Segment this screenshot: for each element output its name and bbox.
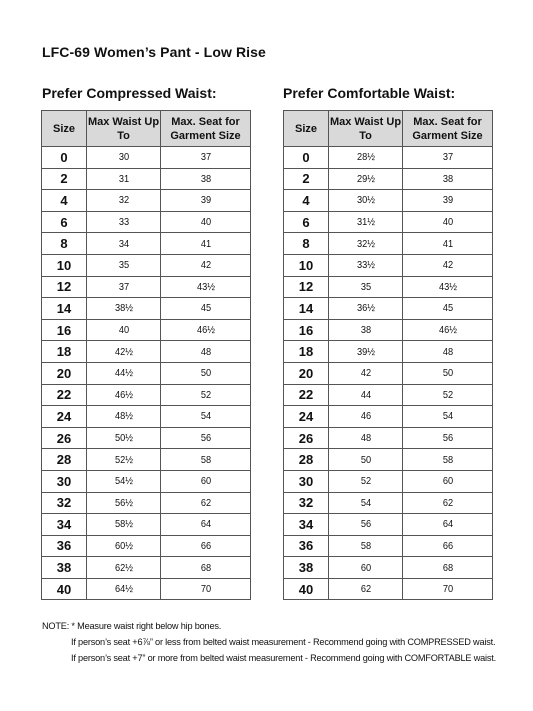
max-seat-cell: 39 — [166, 190, 245, 212]
max-waist-cell: 52½ — [91, 449, 156, 471]
size-cell: 26 — [284, 427, 329, 449]
max-seat-cell: 54 — [408, 406, 487, 428]
table-row — [42, 557, 251, 579]
max-waist-cell: 62 — [333, 578, 398, 600]
table-row — [284, 406, 493, 428]
table-row — [42, 492, 251, 514]
max-seat-cell: 60 — [408, 470, 487, 492]
table-row — [42, 514, 251, 536]
max-waist-cell: 31½ — [333, 211, 398, 233]
table-row — [42, 535, 251, 557]
max-waist-cell: 37 — [91, 276, 156, 298]
max-waist-cell: 33½ — [333, 254, 398, 276]
size-cell: 18 — [284, 341, 329, 363]
max-seat-cell: 52 — [408, 384, 487, 406]
table-row — [284, 449, 493, 471]
max-waist-cell: 62½ — [91, 557, 156, 579]
max-waist-cell: 42½ — [91, 341, 156, 363]
table-row — [42, 384, 251, 406]
max-seat-cell: 43½ — [408, 276, 487, 298]
max-waist-cell: 30½ — [333, 190, 398, 212]
size-cell: 6 — [284, 211, 329, 233]
size-cell: 28 — [284, 449, 329, 471]
max-waist-cell: 50½ — [91, 427, 156, 449]
table-row — [42, 233, 251, 255]
size-cell: 30 — [284, 470, 329, 492]
table-row — [284, 254, 493, 276]
size-cell: 40 — [284, 578, 329, 600]
max-waist-cell: 44 — [333, 384, 398, 406]
max-seat-cell: 64 — [166, 514, 245, 536]
size-cell: 36 — [284, 535, 329, 557]
table-row — [284, 341, 493, 363]
size-cell: 12 — [284, 276, 329, 298]
table-row — [42, 254, 251, 276]
max-waist-cell: 54 — [333, 492, 398, 514]
size-cell: 10 — [284, 254, 329, 276]
document-title: LFC-69 Women’s Pant - Low Rise — [42, 44, 266, 60]
max-waist-cell: 30 — [91, 147, 156, 169]
table-row — [284, 384, 493, 406]
size-cell: 0 — [42, 147, 87, 169]
max-waist-cell: 44½ — [91, 362, 156, 384]
size-cell: 20 — [284, 362, 329, 384]
size-cell: 32 — [42, 492, 87, 514]
max-seat-cell: 46½ — [408, 319, 487, 341]
table-row — [42, 211, 251, 233]
table-row — [284, 578, 493, 600]
size-cell: 2 — [284, 168, 329, 190]
size-cell: 18 — [42, 341, 87, 363]
table-row — [284, 147, 493, 169]
max-waist-cell: 38½ — [91, 298, 156, 320]
table-header-row — [42, 111, 251, 147]
max-seat-cell: 40 — [166, 211, 245, 233]
max-seat-cell: 70 — [166, 578, 245, 600]
size-cell: 40 — [42, 578, 87, 600]
table-row — [42, 449, 251, 471]
max-seat-cell: 42 — [166, 254, 245, 276]
note-measure-waist: NOTE: * Measure waist right below hip bones. — [42, 621, 222, 631]
compressed-size-table — [41, 110, 251, 600]
size-cell: 4 — [42, 190, 87, 212]
size-cell: 0 — [284, 147, 329, 169]
max-seat-cell: 48 — [408, 341, 487, 363]
max-waist-cell: 56 — [333, 514, 398, 536]
max-seat-cell: 45 — [408, 298, 487, 320]
table-row — [42, 168, 251, 190]
max-seat-cell: 52 — [166, 384, 245, 406]
table-row — [42, 427, 251, 449]
size-cell: 22 — [284, 384, 329, 406]
max-seat-cell: 37 — [166, 147, 245, 169]
table-row — [284, 362, 493, 384]
table-row — [284, 319, 493, 341]
max-seat-cell: 38 — [166, 168, 245, 190]
max-seat-header: Max. Seat for Garment Size — [403, 111, 493, 147]
size-cell: 38 — [284, 557, 329, 579]
table-row — [284, 557, 493, 579]
table-row — [284, 492, 493, 514]
table-header-row — [284, 111, 493, 147]
max-seat-cell: 54 — [166, 406, 245, 428]
notes-block — [42, 618, 522, 666]
max-waist-header: Max Waist Up To — [87, 111, 161, 147]
size-cell: 34 — [42, 514, 87, 536]
size-cell: 24 — [284, 406, 329, 428]
max-waist-cell: 28½ — [333, 147, 398, 169]
max-seat-cell: 37 — [408, 147, 487, 169]
table-row — [42, 298, 251, 320]
max-waist-cell: 58½ — [91, 514, 156, 536]
size-header: Size — [42, 111, 87, 147]
max-waist-cell: 48½ — [91, 406, 156, 428]
size-cell: 4 — [284, 190, 329, 212]
max-seat-header: Max. Seat for Garment Size — [161, 111, 251, 147]
max-seat-cell: 58 — [166, 449, 245, 471]
max-waist-cell: 46½ — [91, 384, 156, 406]
table-row — [284, 233, 493, 255]
size-cell: 24 — [42, 406, 87, 428]
max-waist-cell: 40 — [91, 319, 156, 341]
size-cell: 14 — [42, 298, 87, 320]
max-waist-cell: 35 — [333, 276, 398, 298]
max-waist-cell: 29½ — [333, 168, 398, 190]
size-header: Size — [284, 111, 329, 147]
max-seat-cell: 66 — [408, 535, 487, 557]
max-seat-cell: 42 — [408, 254, 487, 276]
max-seat-cell: 46½ — [166, 319, 245, 341]
max-waist-cell: 42 — [333, 362, 398, 384]
max-seat-cell: 50 — [408, 362, 487, 384]
table-row — [42, 190, 251, 212]
max-seat-cell: 45 — [166, 298, 245, 320]
max-waist-cell: 50 — [333, 449, 398, 471]
max-seat-cell: 38 — [408, 168, 487, 190]
note-comfortable-rule: If person’s seat +7” or more from belted waist measurement - Recommend going with COMFORTABLE waist. — [71, 653, 496, 663]
size-cell: 28 — [42, 449, 87, 471]
size-cell: 2 — [42, 168, 87, 190]
max-seat-cell: 62 — [408, 492, 487, 514]
size-cell: 30 — [42, 470, 87, 492]
table-row — [284, 298, 493, 320]
max-seat-cell: 60 — [166, 470, 245, 492]
max-seat-cell: 40 — [408, 211, 487, 233]
max-seat-cell: 68 — [166, 557, 245, 579]
max-seat-cell: 41 — [408, 233, 487, 255]
max-waist-cell: 32 — [91, 190, 156, 212]
table-row — [284, 427, 493, 449]
table-row — [42, 147, 251, 169]
size-cell: 34 — [284, 514, 329, 536]
max-seat-cell: 50 — [166, 362, 245, 384]
table-row — [284, 535, 493, 557]
size-cell: 26 — [42, 427, 87, 449]
compressed-section-title: Prefer Compressed Waist: — [42, 85, 217, 101]
max-waist-cell: 60 — [333, 557, 398, 579]
comfortable-section-title: Prefer Comfortable Waist: — [283, 85, 456, 101]
compressed-table-body — [42, 147, 251, 600]
table-row — [284, 514, 493, 536]
table-row — [284, 276, 493, 298]
table-row — [42, 319, 251, 341]
max-waist-cell: 36½ — [333, 298, 398, 320]
max-seat-cell: 56 — [408, 427, 487, 449]
size-cell: 10 — [42, 254, 87, 276]
max-waist-cell: 64½ — [91, 578, 156, 600]
max-seat-cell: 48 — [166, 341, 245, 363]
size-cell: 20 — [42, 362, 87, 384]
max-waist-cell: 56½ — [91, 492, 156, 514]
table-row — [42, 406, 251, 428]
table-row — [284, 190, 493, 212]
max-waist-cell: 31 — [91, 168, 156, 190]
max-waist-cell: 34 — [91, 233, 156, 255]
table-row — [42, 341, 251, 363]
size-cell: 12 — [42, 276, 87, 298]
table-row — [42, 276, 251, 298]
size-cell: 22 — [42, 384, 87, 406]
size-cell: 14 — [284, 298, 329, 320]
comfortable-size-table — [283, 110, 493, 600]
table-row — [284, 211, 493, 233]
max-seat-cell: 64 — [408, 514, 487, 536]
max-waist-cell: 48 — [333, 427, 398, 449]
table-row — [284, 168, 493, 190]
comfortable-table-body — [284, 147, 493, 600]
size-cell: 38 — [42, 557, 87, 579]
size-cell: 16 — [284, 319, 329, 341]
size-cell: 16 — [42, 319, 87, 341]
max-waist-cell: 52 — [333, 470, 398, 492]
max-waist-cell: 38 — [333, 319, 398, 341]
max-seat-cell: 41 — [166, 233, 245, 255]
size-cell: 32 — [284, 492, 329, 514]
max-seat-cell: 70 — [408, 578, 487, 600]
max-waist-cell: 33 — [91, 211, 156, 233]
note-compressed-rule: If person’s seat +6⅞” or less from belted waist measurement - Recommend going with COMPRESSED waist. — [71, 637, 496, 647]
max-waist-cell: 46 — [333, 406, 398, 428]
max-waist-cell: 35 — [91, 254, 156, 276]
max-seat-cell: 62 — [166, 492, 245, 514]
max-waist-cell: 58 — [333, 535, 398, 557]
max-waist-cell: 60½ — [91, 535, 156, 557]
max-seat-cell: 58 — [408, 449, 487, 471]
size-cell: 8 — [284, 233, 329, 255]
size-cell: 6 — [42, 211, 87, 233]
table-row — [42, 578, 251, 600]
size-cell: 36 — [42, 535, 87, 557]
max-waist-cell: 54½ — [91, 470, 156, 492]
table-row — [284, 470, 493, 492]
max-seat-cell: 43½ — [166, 276, 245, 298]
size-cell: 8 — [42, 233, 87, 255]
max-seat-cell: 39 — [408, 190, 487, 212]
max-waist-header: Max Waist Up To — [329, 111, 403, 147]
table-row — [42, 470, 251, 492]
max-waist-cell: 39½ — [333, 341, 398, 363]
max-waist-cell: 32½ — [333, 233, 398, 255]
table-row — [42, 362, 251, 384]
max-seat-cell: 68 — [408, 557, 487, 579]
max-seat-cell: 66 — [166, 535, 245, 557]
max-seat-cell: 56 — [166, 427, 245, 449]
